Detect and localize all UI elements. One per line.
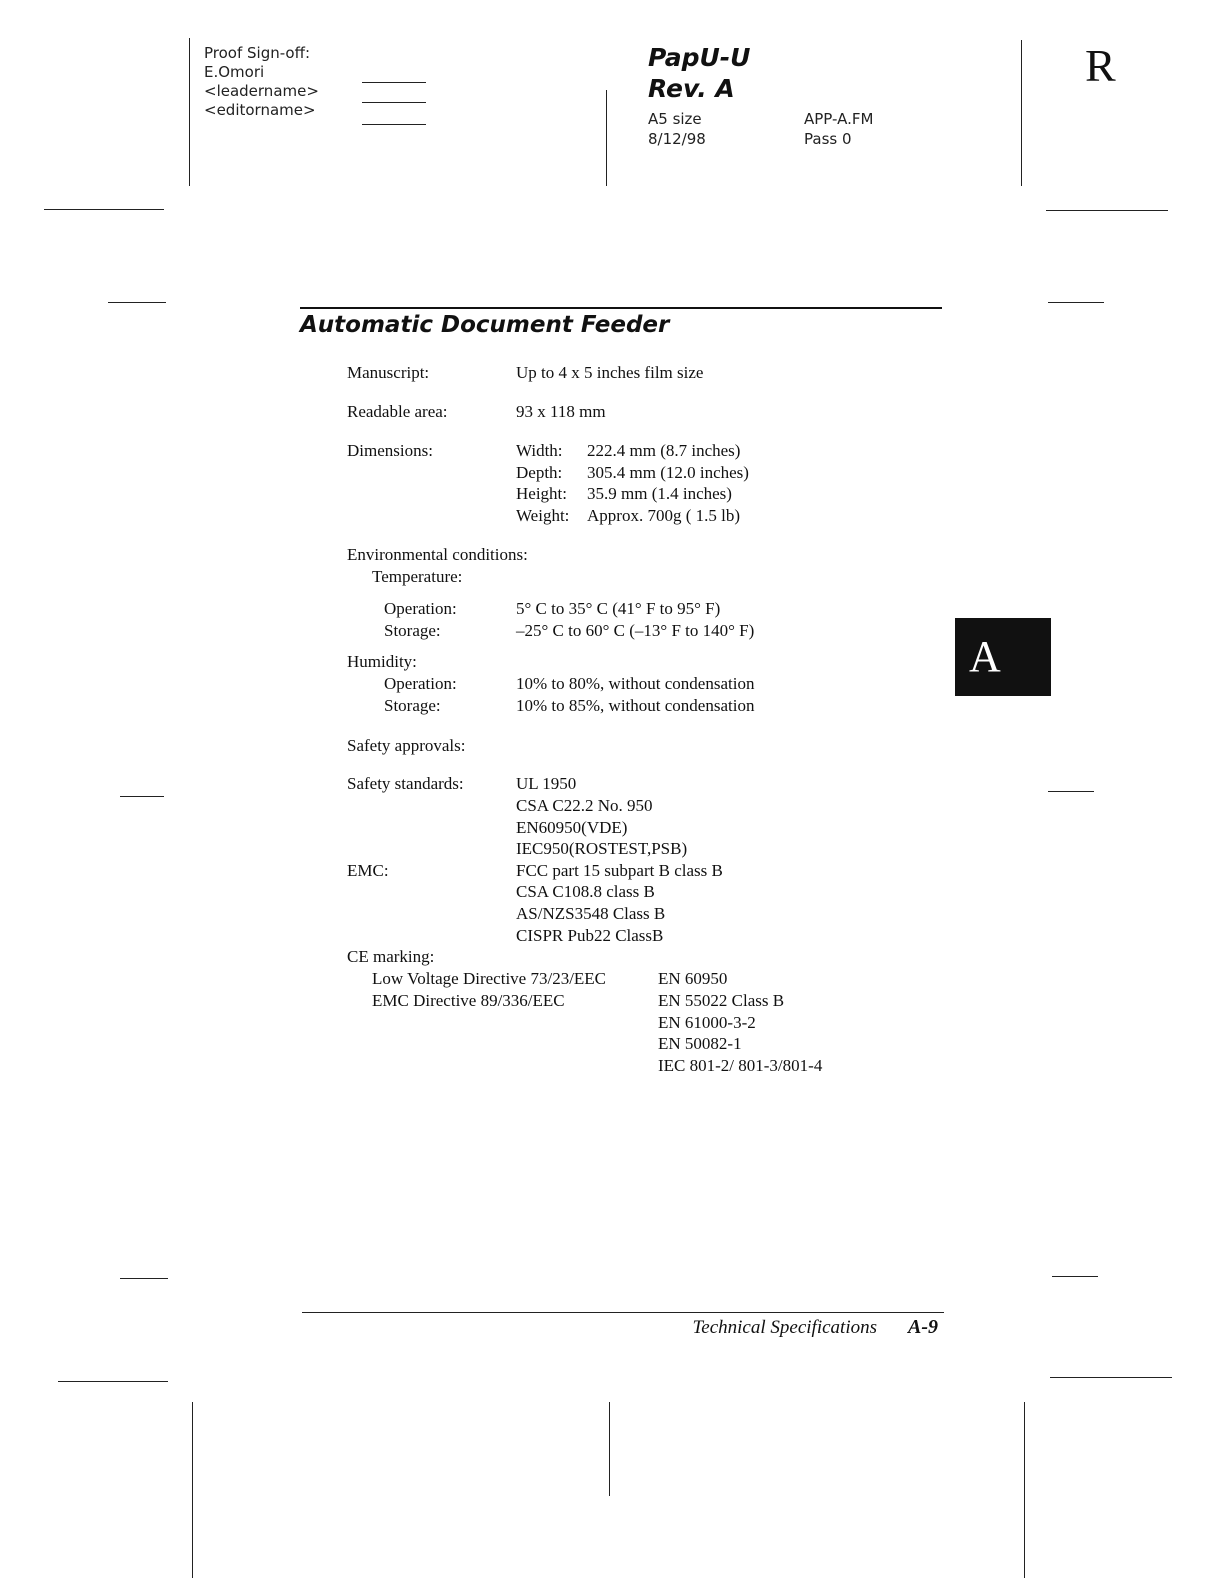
section-title: Automatic Document Feeder [300,312,670,338]
dimension-label: Weight: [516,506,570,525]
signature-line [362,124,426,125]
crop-mark [1024,1402,1025,1578]
safety-standard: IEC950(ROSTEST,PSB) [516,839,688,858]
crop-mark [120,1278,168,1279]
crop-mark [1048,302,1104,303]
emc-standard: CISPR Pub22 ClassB [516,926,664,945]
footer-chapter-title: Technical Specifications [692,1317,877,1338]
footer-rule [302,1312,944,1313]
signer-name: E.Omori [204,63,265,81]
dimension-value: 305.4 mm (12.0 inches) [587,463,749,482]
safety-standard: UL 1950 [516,774,577,793]
crop-mark [1052,1276,1098,1277]
humidity-storage-label: Storage: [384,696,441,715]
product-name: PapU-U [648,43,751,72]
manuscript-value: Up to 4 x 5 inches film size [516,363,704,382]
crop-mark [58,1381,168,1382]
safety-standard: EN60950(VDE) [516,818,628,837]
paper-size: A5 size [648,110,702,128]
temperature-storage-label: Storage: [384,621,441,640]
ce-low-voltage-label: Low Voltage Directive 73/23/EEC [372,969,607,988]
corner-letter: R [1085,40,1116,91]
file-name: APP-A.FM [804,110,874,128]
dimension-label: Width: [516,441,563,460]
dimension-value: Approx. 700g ( 1.5 lb) [587,506,740,525]
temperature-storage-value: –25° C to 60° C (–13° F to 140° F) [516,621,755,640]
revision-label: Rev. A [648,74,735,103]
ce-emc-value: EN 55022 Class B [658,991,785,1010]
temperature-label: Temperature: [372,567,463,586]
signer-name: <editorname> [204,101,316,119]
readable-area-label: Readable area: [347,402,448,421]
temperature-operation-label: Operation: [384,599,457,618]
product-block [648,42,750,104]
ce-low-voltage-value: EN 60950 [658,969,728,988]
crop-mark [189,38,190,186]
crop-mark [120,796,164,797]
emc-standard: CSA C108.8 class B [516,882,655,901]
crop-mark [609,1402,610,1496]
ce-emc-label: EMC Directive 89/336/EEC [372,991,565,1010]
pass-number: Pass 0 [804,130,852,148]
signer-name: <leadername> [204,82,319,100]
humidity-label: Humidity: [347,652,417,671]
proof-signoff [204,44,319,120]
emc-standard: AS/NZS3548 Class B [516,904,666,923]
environmental-label: Environmental conditions: [347,545,528,564]
crop-mark [1050,1377,1172,1378]
signature-line [362,82,426,83]
section-rule [300,307,942,309]
emc-standard: FCC part 15 subpart B class B [516,861,723,880]
dimension-value: 222.4 mm (8.7 inches) [587,441,741,460]
emc-label: EMC: [347,861,389,880]
humidity-operation-value: 10% to 80%, without condensation [516,674,755,693]
ce-emc-value: IEC 801-2/ 801-3/801-4 [658,1056,823,1075]
crop-mark [192,1402,193,1578]
safety-standard: CSA C22.2 No. 950 [516,796,653,815]
safety-standards-label: Safety standards: [347,774,464,793]
date: 8/12/98 [648,130,706,148]
crop-mark [606,90,607,186]
dimension-value: 35.9 mm (1.4 inches) [587,484,732,503]
crop-mark [44,209,164,210]
temperature-operation-value: 5° C to 35° C (41° F to 95° F) [516,599,721,618]
dimension-label: Depth: [516,463,563,482]
page-number: A-9 [908,1316,938,1338]
signature-line [362,102,426,103]
dimensions-label: Dimensions: [347,441,433,460]
crop-mark [1021,40,1022,186]
crop-mark [1048,791,1094,792]
dimension-label: Height: [516,484,567,503]
crop-mark [108,302,166,303]
humidity-storage-value: 10% to 85%, without condensation [516,696,755,715]
humidity-operation-label: Operation: [384,674,457,693]
chapter-tab: A [955,618,1051,696]
proof-label: Proof Sign-off: [204,44,310,62]
safety-approvals-label: Safety approvals: [347,736,466,755]
ce-emc-value: EN 61000-3-2 [658,1013,756,1032]
manuscript-label: Manuscript: [347,363,430,382]
readable-area-value: 93 x 118 mm [516,402,606,421]
ce-emc-value: EN 50082-1 [658,1034,742,1053]
ce-marking-label: CE marking: [347,947,435,966]
crop-mark [1046,210,1168,211]
